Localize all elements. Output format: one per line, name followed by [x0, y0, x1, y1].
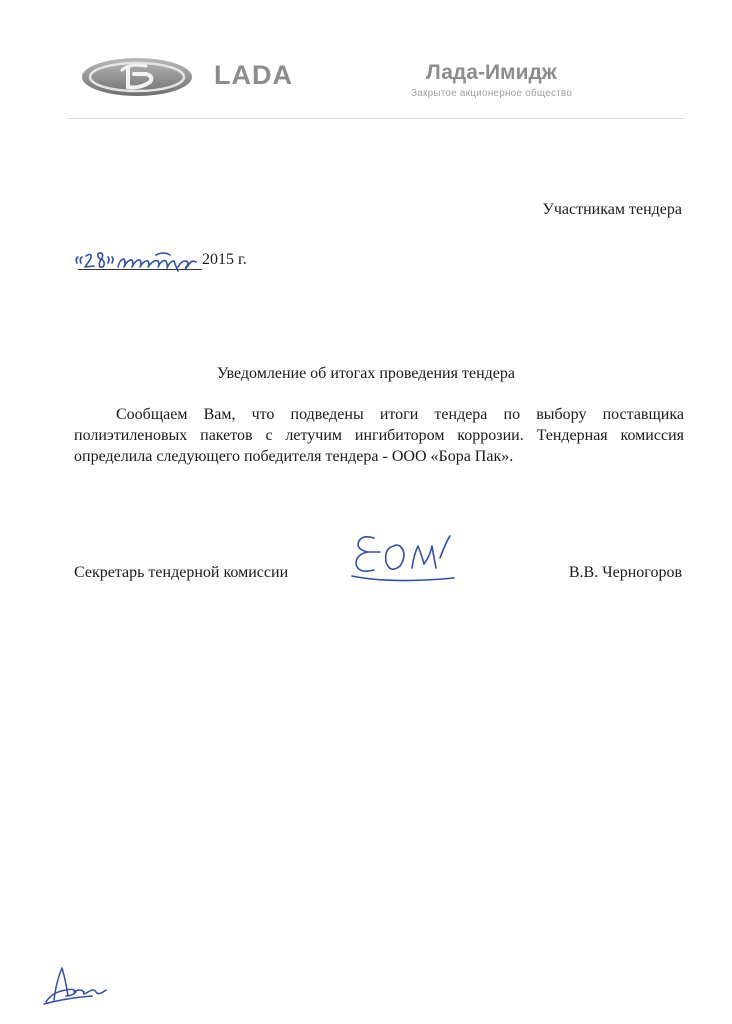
company-name: Лада-Имидж: [426, 61, 557, 84]
lada-logo-icon: [80, 56, 194, 98]
date-underline: [78, 269, 202, 270]
signatory-name: В.В. Черногоров: [568, 564, 682, 581]
document-body: Сообщаем Вам, что подведены итоги тендера по выбору поставщика полиэтиленовых пакетов с летучим ингибитором коррозии. Тендерная комиссия определила следующего победителя тендера - ООО «Бора Пак».: [74, 406, 684, 465]
brand-text: LADA: [214, 60, 293, 90]
signatory-role: Секретарь тендерной комиссии: [74, 564, 289, 581]
addressee: Участникам тендера: [542, 201, 682, 218]
company-subtitle: Закрытое акционерное общество: [411, 88, 573, 99]
document-title: Уведомление об итогах проведения тендера: [217, 365, 515, 382]
initials-mark-icon: [36, 962, 110, 1008]
date-line: [74, 247, 294, 277]
signature-icon: [350, 528, 460, 586]
header-divider: [68, 118, 684, 119]
date-year: 2015 г.: [202, 251, 247, 268]
